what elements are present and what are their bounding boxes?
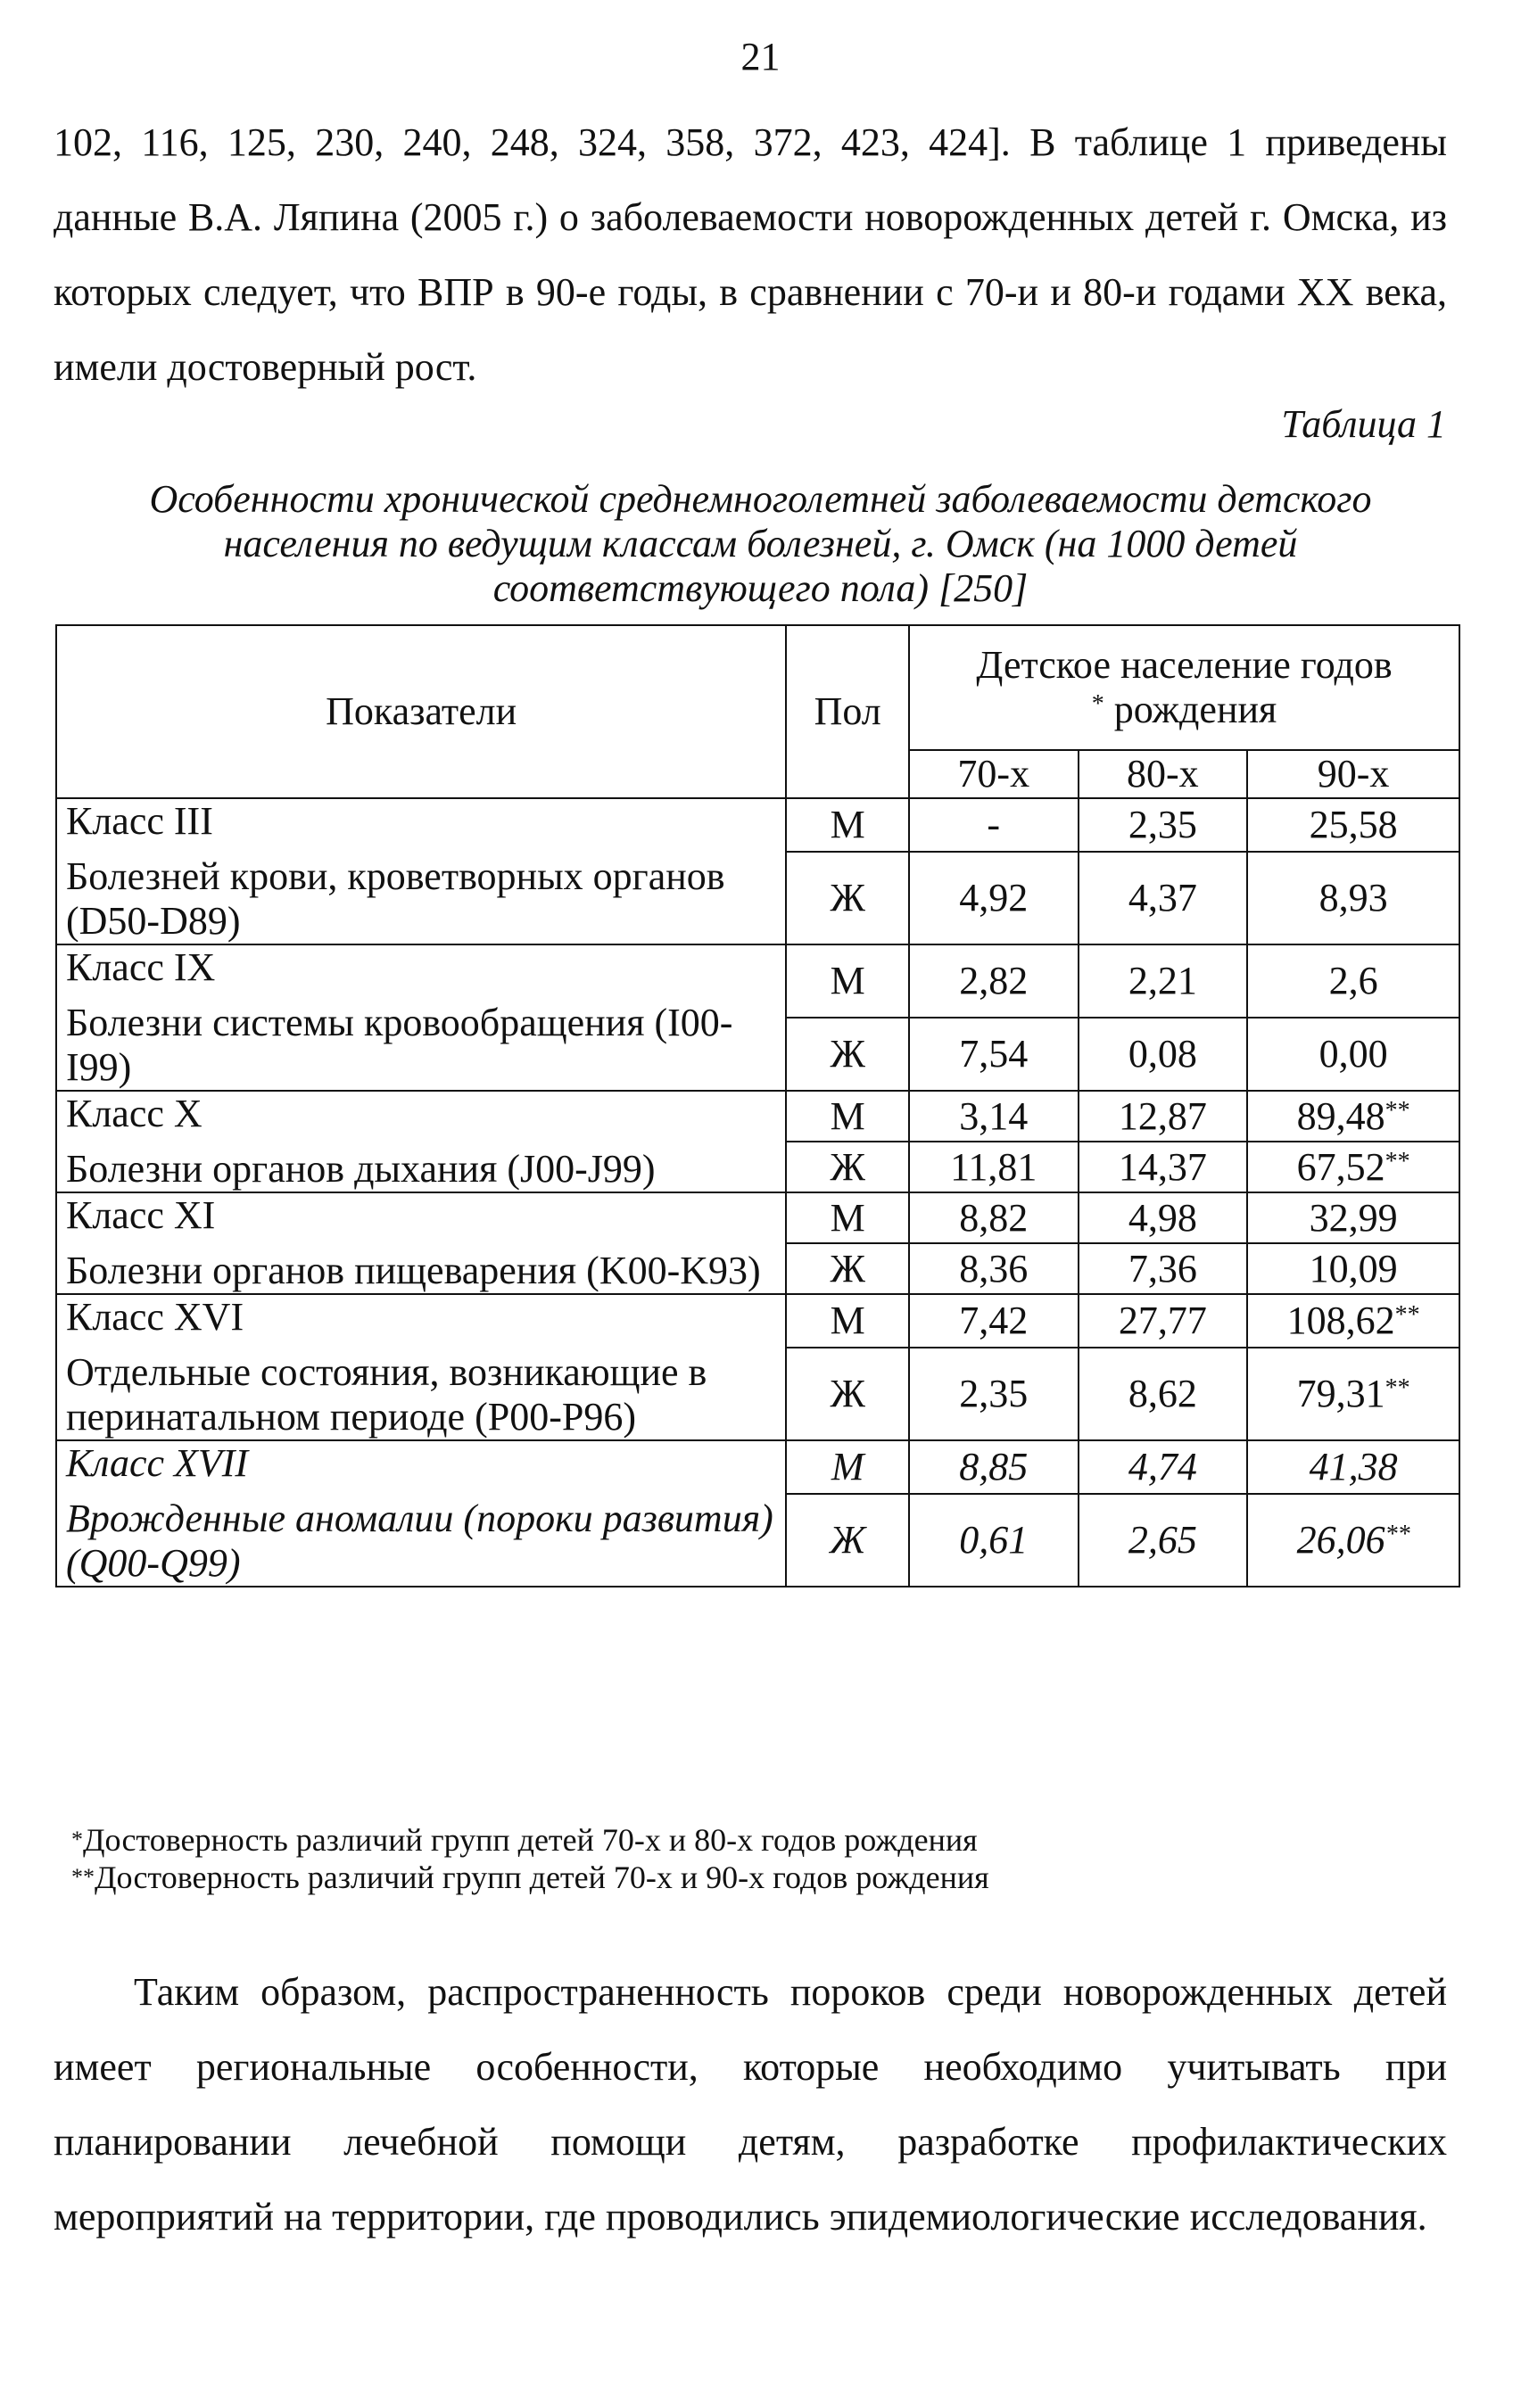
class-name: Класс XI (66, 1193, 216, 1237)
value-cell (1247, 1243, 1459, 1294)
class-description: Болезни органов дыхания (J00-J99) (66, 1147, 656, 1191)
value-cell (1079, 1243, 1248, 1294)
sex-cell: М (786, 798, 909, 852)
value-cell (1079, 1091, 1248, 1142)
value: 10,09 (1309, 1246, 1398, 1291)
table-row (56, 1440, 1459, 1494)
table-row (56, 798, 1459, 852)
header-birth-years (909, 625, 1459, 750)
header-sex: Пол (786, 625, 909, 798)
header-group-line1: Детское население годов (976, 643, 1393, 687)
sex-cell: М (786, 1091, 909, 1142)
value-cell (1247, 1018, 1459, 1091)
value: 89,48 (1296, 1093, 1385, 1138)
indicator-cell (56, 1294, 786, 1440)
value-cell (1247, 944, 1459, 1018)
value: 14,37 (1118, 1144, 1207, 1189)
significance-mark: ** (1385, 1521, 1410, 1549)
header-year-80: 80-х (1079, 750, 1248, 798)
table-caption: Особенности хронической среднемноголетней заболеваемости детского населения по ведущим классам болезней, г. Омск (на 1000 детей соответствующего пола) [250] (149, 477, 1372, 610)
significance-mark: ** (1385, 1096, 1410, 1125)
value-cell (1079, 1494, 1248, 1587)
header-group-mark: * (1091, 690, 1104, 718)
indicator-cell (56, 1091, 786, 1192)
significance-mark: ** (1385, 1147, 1410, 1175)
value: 0,08 (1128, 1032, 1197, 1076)
value: 8,82 (959, 1195, 1029, 1240)
page-number: 21 (740, 35, 781, 78)
footnote-2-mark: ** (71, 1864, 95, 1890)
value-cell (1079, 1192, 1248, 1243)
class-description: Болезни органов пищеварения (K00-K93) (66, 1249, 761, 1292)
value: 0,00 (1318, 1032, 1388, 1076)
value: 8,36 (959, 1246, 1029, 1291)
value-cell (1079, 798, 1248, 852)
footnote-1-text: Достоверность различий групп детей 70-х и 80-х годов рождения (83, 1822, 978, 1858)
value-cell (909, 798, 1078, 852)
value-cell (1079, 1348, 1248, 1440)
table-row (56, 1091, 1459, 1142)
value-cell (909, 1018, 1078, 1091)
value-cell (909, 1142, 1078, 1192)
header-year-70: 70-х (909, 750, 1078, 798)
value: 2,21 (1128, 959, 1197, 1002)
conclusion-paragraph: Таким образом, распространенность пороков среди новорожденных детей имеет региональные особенности, которые необходимо учитывать при планировании лечебной помощи детям, разработке профилактических мероприятий на территории, где проводились эпидемиологические исследования. (54, 1970, 1447, 2239)
class-name: Класс III (66, 799, 213, 843)
value: 4,37 (1128, 876, 1197, 920)
footnote-2-text: Достоверность различий групп детей 70-х и 90-х годов рождения (95, 1860, 989, 1895)
table-row (56, 1294, 1459, 1348)
class-description: Отдельные состояния, возникающие в перинатальном периоде (P00-P96) (66, 1350, 707, 1439)
value-cell (1247, 1142, 1459, 1192)
value: 26,06 (1296, 1518, 1385, 1563)
class-description: Болезни системы кровообращения (I00-I99) (66, 1001, 733, 1089)
sex-cell: М (786, 1294, 909, 1348)
value-cell (909, 1243, 1078, 1294)
value: 41,38 (1309, 1445, 1398, 1489)
value: 7,42 (959, 1299, 1029, 1343)
value-cell (1247, 1192, 1459, 1243)
class-name: Класс X (66, 1092, 203, 1135)
table-label: Таблица 1 (1281, 402, 1446, 446)
value-cell (1247, 1348, 1459, 1440)
significance-mark: ** (1385, 1374, 1410, 1403)
table-row (56, 944, 1459, 1018)
footnote-1-mark: * (71, 1827, 83, 1852)
indicator-cell (56, 1192, 786, 1294)
value: 7,54 (959, 1032, 1029, 1076)
footnote-1 (71, 1821, 989, 1859)
value: 4,92 (959, 876, 1029, 920)
value: 27,77 (1118, 1299, 1207, 1343)
value-cell (909, 944, 1078, 1018)
footnotes (71, 1821, 989, 1896)
value-cell (1079, 852, 1248, 944)
value: 2,65 (1128, 1518, 1197, 1563)
value-cell (1247, 1091, 1459, 1142)
indicator-cell (56, 798, 786, 944)
class-description: Болезней крови, кроветворных органов (D50-D89) (66, 854, 725, 943)
sex-cell: М (786, 944, 909, 1018)
header-group-line2-wrap (919, 688, 1450, 732)
value-cell (1247, 1494, 1459, 1587)
significance-mark: ** (1394, 1301, 1420, 1330)
value-cell (909, 1091, 1078, 1142)
value: 3,14 (959, 1093, 1029, 1138)
value: 2,35 (1128, 803, 1197, 847)
value-cell (1079, 1440, 1248, 1494)
table-row (56, 1192, 1459, 1243)
value-cell (909, 1294, 1078, 1348)
value: 4,74 (1128, 1445, 1197, 1489)
sex-cell: Ж (786, 1142, 909, 1192)
value: 0,61 (959, 1518, 1029, 1563)
value-cell (1247, 852, 1459, 944)
value-cell (909, 1440, 1078, 1494)
value: 108,62 (1286, 1299, 1395, 1343)
value: 7,36 (1128, 1246, 1197, 1291)
sex-cell: Ж (786, 852, 909, 944)
class-name: Класс XVII (66, 1441, 249, 1485)
value: 25,58 (1309, 803, 1398, 847)
value: 32,99 (1309, 1195, 1398, 1240)
sex-cell: Ж (786, 1348, 909, 1440)
sex-cell: Ж (786, 1018, 909, 1091)
value: - (987, 803, 1001, 847)
value: 2,35 (959, 1372, 1029, 1416)
value-cell (1079, 1294, 1248, 1348)
value-cell (909, 852, 1078, 944)
class-description: Врожденные аномалии (пороки развития) (Q00-Q99) (66, 1497, 773, 1585)
value-cell (1247, 1294, 1459, 1348)
value: 8,85 (959, 1445, 1029, 1489)
header-indicators: Показатели (56, 625, 786, 798)
footnote-2 (71, 1859, 989, 1896)
header-group-line2: рождения (1113, 688, 1277, 731)
value: 2,82 (959, 959, 1029, 1002)
value: 12,87 (1118, 1093, 1207, 1138)
indicator-cell (56, 1440, 786, 1587)
indicator-cell (56, 944, 786, 1091)
sex-cell: М (786, 1192, 909, 1243)
value-cell (1247, 1440, 1459, 1494)
value: 67,52 (1296, 1144, 1385, 1189)
value-cell (1247, 798, 1459, 852)
value: 11,81 (950, 1144, 1037, 1189)
sex-cell: Ж (786, 1494, 909, 1587)
value: 2,6 (1328, 959, 1378, 1002)
value-cell (1079, 944, 1248, 1018)
value-cell (1079, 1018, 1248, 1091)
value-cell (909, 1494, 1078, 1587)
value-cell (1079, 1142, 1248, 1192)
header-year-90: 90-х (1247, 750, 1459, 798)
value: 8,62 (1128, 1372, 1197, 1416)
intro-paragraph: 102, 116, 125, 230, 240, 248, 324, 358, 372, 423, 424]. В таблице 1 приведены данные В.А. Ляпина (2005 г.) о заболеваемости новорожденных детей г. Омска, из которых следует, что ВПР в 90-е годы, в сравнении с 70-и и 80-и годами XX века, имели достоверный рост. (54, 120, 1447, 389)
sex-cell: Ж (786, 1243, 909, 1294)
value: 8,93 (1318, 876, 1388, 920)
value: 4,98 (1128, 1195, 1197, 1240)
value-cell (909, 1348, 1078, 1440)
value-cell (909, 1192, 1078, 1243)
morbidity-table (55, 624, 1460, 1587)
value: 79,31 (1296, 1372, 1385, 1416)
sex-cell: М (786, 1440, 909, 1494)
class-name: Класс XVI (66, 1295, 244, 1339)
class-name: Класс IX (66, 945, 216, 989)
